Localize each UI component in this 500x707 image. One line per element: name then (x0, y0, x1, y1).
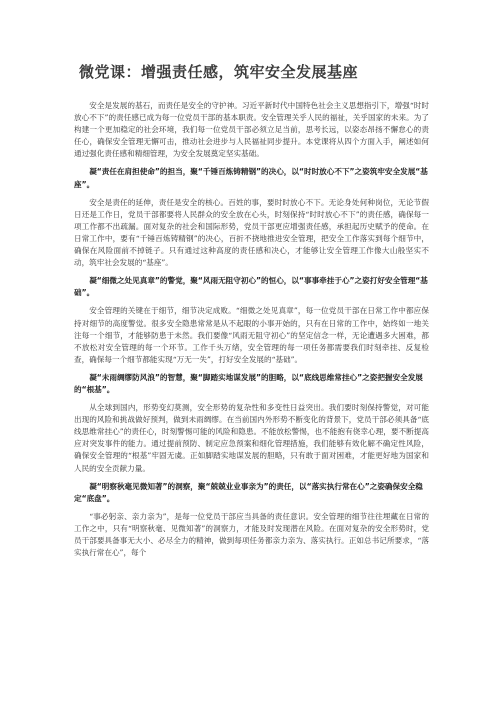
section-heading-3: 凝“未雨绸缪防风浪”的智慧，聚“脚踏实地谋发展”的胆略，以“底线思维常挂心”之姿把握安全发展的“根基”。 (74, 372, 423, 394)
section-body-3: 从全球到国内，形势变幻莫测，安全形势的复杂性和多变性日益突出。我们要时刻保持警觉，对可能出现的风险和挑战做好预判，做到未雨绸缪。在当前国内外形势不断变化的背景下，党员干部必须具备“底线思维常挂心”的责任心，时刻警惕可能的风险和隐患。不能放松警惕，也不能抱有侥幸心理，要不断提高应对突发事件的能力。通过提前预防、制定应急预案和细化管理措施，我们能够有效化解不确定性风险，确保安全管理的“根基”牢固无虞。正如脚踏实地谋发展的胆略，只有敢于面对困难，才能更好地为国家和人民的安全贡献力量。 (74, 403, 429, 473)
page-title: 微党课：增强责任感，筑牢安全发展基座 (79, 63, 359, 81)
section-body-2: 安全管理的关键在于细节，细节决定成败。“细微之处见真章”，每一位党员干部在日常工作中都应保持对细节的高度警觉。很多安全隐患常常是从不起眼的小事开始的，只有在日常的工作中，始终如一地关注每一个细节，才能够防患于未然。我们要像“风雨无阻守初心”的坚定信念一样，无论遭遇多大困难，都不放松对安全管理的每一个环节。工作千头万绪，安全管理的每一项任务都需要我们时刻牵挂、反复检查，确保每一个细节都能实现“万无一失”，打好安全发展的“基础”。 (74, 306, 429, 364)
intro-paragraph: 安全是发展的基石，而责任是安全的守护神。习近平新时代中国特色社会主义思想指引下，增强“时时放心不下”的责任感已成为每一位党员干部的基本职责。安全管理关乎人民的福祉，关乎国家的未来。为了构建一个更加稳定的社会环境，我们每一位党员干部必须立足当前，思考长远，以姿态昂扬不懈怠心的责任心，确保安全管理无懈可击，推动社会进步与人民福祉同步提升。本党课将从四个方面入手，阐述如何通过强化责任感和精细管理，为安全发展奠定坚实基础。 (74, 101, 429, 159)
section-heading-4: 凝“明察秋毫见微知著”的洞察，聚“兢兢业业事亲为”的责任，以“落实执行常在心”之姿确保安全稳定“底盘”。 (74, 481, 423, 503)
section-heading-1: 凝“责任在肩担使命”的担当，聚“千锤百炼铸精钢”的决心，以“时时放心不下”之姿筑牢安全发展“基座”。 (74, 167, 428, 189)
section-body-1: 安全是责任的延伸，责任是安全的核心。百姓的事，要时时放心不下。无论身处何种岗位，无论节假日还是工作日，党员干部都要将人民群众的安全放在心头，时刻保持“时时放心不下”的责任感，确保每一项工作都不出疏漏。面对复杂的社会和国际形势，党员干部更应增强责任感，承担起历史赋予的使命。在日常工作中，要有“千锤百炼铸精钢”的决心，百折不挠地推进安全管理，把安全工作落实到每个细节中，确保在风险面前不掉链子。只有通过这种高度的责任感和决心，才能够让安全管理工作像大山般坚实不动，筑牢社会发展的“基座”。 (74, 197, 429, 268)
section-heading-2: 凝“细微之处见真章”的警觉，聚“风雨无阻守初心”的恒心，以“事事牵挂于心”之姿打好安全管理“基础”。 (74, 276, 428, 298)
section-body-4: “事必躬亲、亲力亲为”，是每一位党员干部应当具备的责任意识。安全管理的细节往往埋藏在日常的工作之中，只有“明察秋毫、见微知著”的洞察力，才能及时发现潜在风险。在面对复杂的安全形势时，党员干部要具备事无大小、必尽全力的精神，做到每项任务都亲力亲为、落实执行。正如总书记所要求，“落实执行常在心”，每个 (74, 511, 429, 558)
